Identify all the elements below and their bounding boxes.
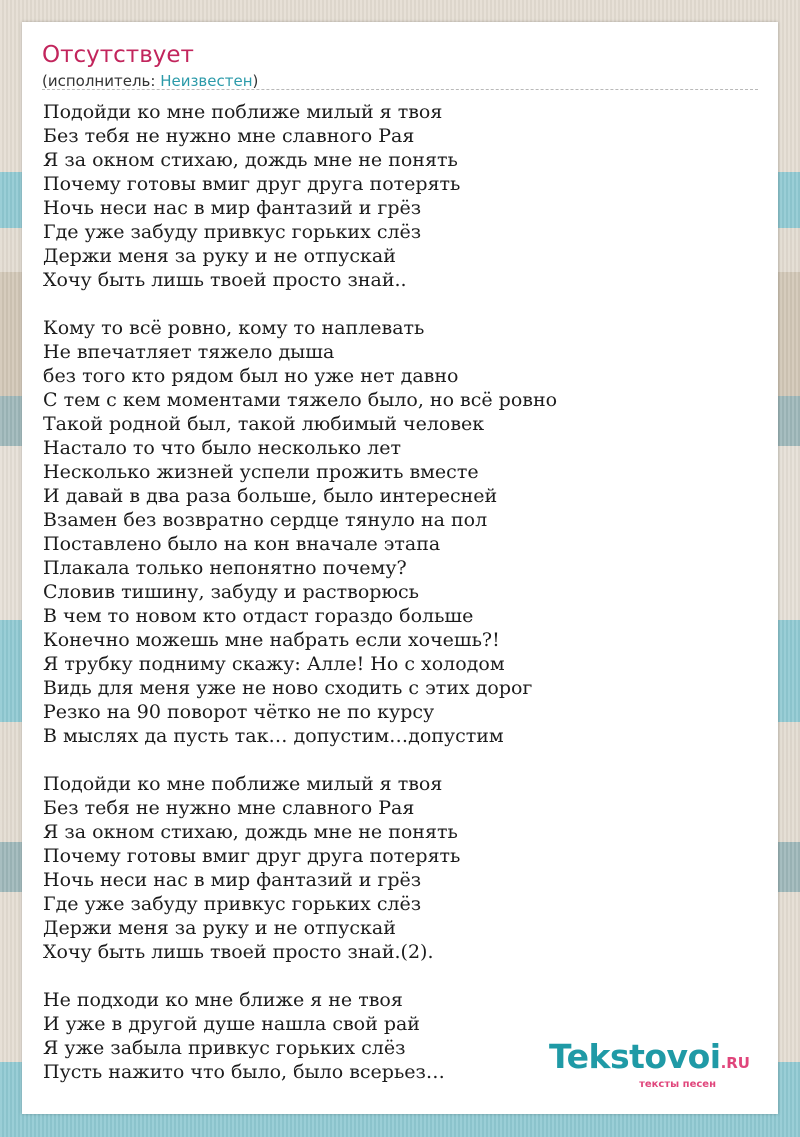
lyric-line: В чем то новом кто отдаст гораздо больше [43,605,474,627]
song-meta [42,71,758,91]
site-logo[interactable] [549,1039,750,1091]
logo-tld: .RU [720,1054,750,1072]
lyric-line: Хочу быть лишь твоей просто знай.. [43,269,407,291]
stanza-gap [43,748,763,772]
lyrics-text [43,100,763,1084]
artist-link[interactable]: Неизвестен [160,72,253,90]
lyric-line: Кому то всё ровно, кому то наплевать [43,317,425,339]
lyric-line: Поставлено было на кон вначале этапа [43,533,441,555]
lyric-line: Пусть нажито что было, было всерьез… [43,1061,445,1083]
logo-name: Tekstovoi [549,1037,721,1076]
lyric-line: Держи меня за руку и не отпускай [43,917,396,939]
lyric-line: С тем с кем моментами тяжело было, но всё ровно [43,389,558,411]
song-title: Отсутствует [42,42,194,68]
meta-prefix: (исполнитель: [42,72,161,90]
lyric-line: Хочу быть лишь твоей просто знай.(2). [43,941,434,963]
lyric-line: без того кто рядом был но уже нет давно [43,365,459,387]
lyric-line: Без тебя не нужно мне славного Рая [43,125,415,147]
lyric-line: Не подходи ко мне ближе я не твоя [43,989,403,1011]
lyric-line: Почему готовы вмиг друг друга потерять [43,845,461,867]
lyric-line: Плакала только непонятно почему? [43,557,407,579]
lyric-line: Я уже забыла привкус горьких слёз [43,1037,406,1059]
lyric-line: Без тебя не нужно мне славного Рая [43,797,415,819]
stanza-gap [43,964,763,988]
lyric-line: Резко на 90 поворот чётко не по курсу [43,701,435,723]
lyric-line: Я за окном стихаю, дождь мне не понять [43,821,458,843]
logo-wordmark [549,1039,750,1081]
lyric-line: Ночь неси нас в мир фантазий и грёз [43,869,422,891]
lyric-line: И уже в другой душе нашла свой рай [43,1013,420,1035]
stanza-gap [43,292,763,316]
logo-tagline: тексты песен [639,1079,716,1090]
song-header [42,40,758,91]
lyric-line: Ночь неси нас в мир фантазий и грёз [43,197,422,219]
lyric-line: Настало то что было несколько лет [43,437,402,459]
lyric-line: Конечно можешь мне набрать если хочешь?! [43,629,500,651]
lyric-line: Где уже забуду привкус горьких слёз [43,893,422,915]
lyric-line: Несколько жизней успели прожить вместе [43,461,479,483]
lyric-line: Видь для меня уже не ново сходить с этих дорог [43,677,533,699]
lyric-line: И давай в два раза больше, было интересней [43,485,498,507]
lyric-line: Словив тишину, забуду и растворюсь [43,581,419,603]
lyric-line: Такой родной был, такой любимый человек [43,413,485,435]
header-divider [42,89,758,90]
lyric-line: Почему готовы вмиг друг друга потерять [43,173,461,195]
lyric-line: Где уже забуду привкус горьких слёз [43,221,422,243]
lyrics-card [22,22,778,1114]
lyric-line: Я за окном стихаю, дождь мне не понять [43,149,458,171]
lyric-line: Взамен без возвратно сердце тянуло на пол [43,509,488,531]
lyric-line: Я трубку подниму скажу: Алле! Но с холодом [43,653,505,675]
lyric-line: Держи меня за руку и не отпускай [43,245,396,267]
lyric-line: Не впечатляет тяжело дыша [43,341,335,363]
lyric-line: Подойди ко мне поближе милый я твоя [43,773,443,795]
meta-suffix: ) [252,72,259,90]
lyric-line: В мыслях да пусть так… допустим…допустим [43,725,504,747]
lyric-line: Подойди ко мне поближе милый я твоя [43,101,443,123]
